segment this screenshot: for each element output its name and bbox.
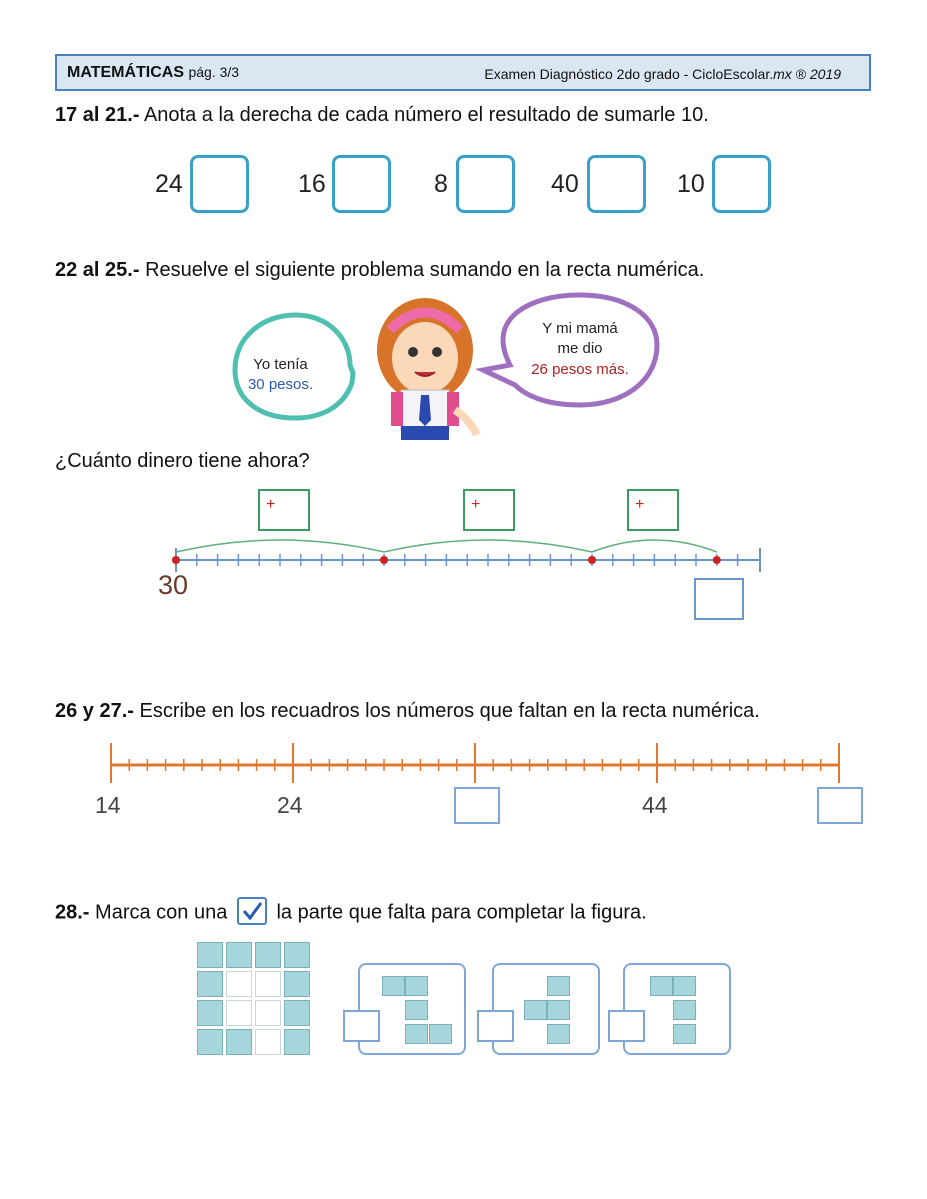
puzzle-cell: [197, 971, 223, 997]
bubble-left-text: Yo tenía 30 pesos.: [247, 356, 314, 394]
bubble-right-text: Y mi mamá me dio 26 pesos más.: [531, 320, 629, 378]
puzzle-empty-cell: [255, 1029, 281, 1055]
missing-number-box-1[interactable]: [454, 787, 500, 824]
number-line-start-label: 30: [158, 570, 189, 600]
question-text: Anota a la derecha de cada número el resultado de sumarle 10.: [143, 104, 709, 126]
answer-box-4[interactable]: [587, 155, 646, 213]
option-2-checkbox[interactable]: [477, 1010, 514, 1042]
puzzle-cell: [197, 1000, 223, 1026]
puzzle-cell: [284, 942, 310, 968]
plus-box-3[interactable]: +: [627, 489, 679, 531]
number-line-point: [713, 556, 721, 564]
jump-arc: [592, 540, 717, 552]
question-number: 22 al 25.-: [55, 259, 140, 281]
addend-40: 40: [551, 170, 579, 198]
question-text-after: la parte que falta para completar la figura.: [276, 901, 647, 924]
sub-question: ¿Cuánto dinero tiene ahora?: [55, 450, 310, 472]
option-3-checkbox[interactable]: [608, 1010, 645, 1042]
line-label-24: 24: [277, 792, 303, 818]
line-label-14: 14: [95, 792, 121, 818]
jump-arc: [384, 540, 592, 552]
exam-title: Examen Diagnóstico 2do grado - CicloEscolar.mx ® 2019: [484, 66, 841, 82]
puzzle-cell: [284, 1000, 310, 1026]
question-28: [55, 899, 647, 927]
puzzle-cell: [197, 1029, 223, 1055]
puzzle-empty-cell: [226, 1000, 252, 1026]
addend-16: 16: [298, 170, 326, 198]
number-line-orange: [100, 735, 860, 785]
page-number: pág. 3/3: [188, 64, 240, 80]
plus-box-2[interactable]: +: [463, 489, 515, 531]
puzzle-cell: [226, 942, 252, 968]
jump-arc: [176, 540, 384, 552]
answer-box-2[interactable]: [332, 155, 391, 213]
puzzle-empty-cell: [255, 1000, 281, 1026]
puzzle-cell: [226, 1029, 252, 1055]
addend-10: 10: [677, 170, 705, 198]
question-number: 28.-: [55, 901, 90, 924]
checkmark-icon: [237, 897, 267, 925]
missing-number-box-2[interactable]: [817, 787, 863, 824]
puzzle-empty-cell: [255, 971, 281, 997]
page-header: [55, 54, 871, 91]
number-line-point: [172, 556, 180, 564]
question-text: Escribe en los recuadros los números que faltan en la recta numérica.: [139, 700, 760, 722]
result-box[interactable]: [694, 578, 744, 620]
question-26-27: [55, 700, 760, 723]
number-line-addition: [160, 525, 780, 585]
line-label-44: 44: [642, 792, 668, 818]
question-22-25: [55, 259, 704, 282]
option-1-checkbox[interactable]: [343, 1010, 380, 1042]
number-line-point: [588, 556, 596, 564]
puzzle-cell: [284, 971, 310, 997]
plus-box-1[interactable]: +: [258, 489, 310, 531]
puzzle-figure: [197, 942, 310, 1055]
addend-8: 8: [434, 170, 448, 198]
girl-character-icon: [377, 298, 477, 440]
number-line-point: [380, 556, 388, 564]
answer-box-3[interactable]: [456, 155, 515, 213]
puzzle-cell: [255, 942, 281, 968]
question-text-before: Marca con una: [95, 901, 228, 924]
subject-title: MATEMÁTICAS: [67, 64, 185, 81]
answer-box-1[interactable]: [190, 155, 249, 213]
question-number: 26 y 27.-: [55, 700, 134, 722]
addend-24: 24: [155, 170, 183, 198]
puzzle-cell: [197, 942, 223, 968]
puzzle-cell: [284, 1029, 310, 1055]
question-number: 17 al 21.-: [55, 104, 140, 126]
question-17-21: [55, 104, 709, 127]
puzzle-empty-cell: [226, 971, 252, 997]
question-text: Resuelve el siguiente problema sumando en la recta numérica.: [145, 259, 705, 281]
answer-box-5[interactable]: [712, 155, 771, 213]
